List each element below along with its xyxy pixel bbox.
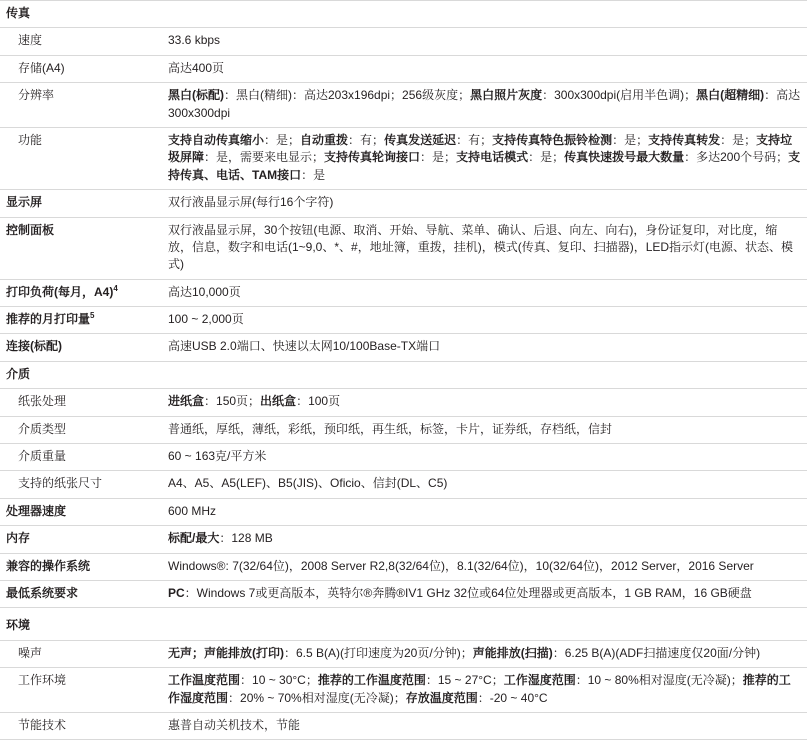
- row-label-media-types: 介质类型: [0, 416, 162, 443]
- text-plain: ：有；: [456, 132, 493, 147]
- row-label-paper-handling: 纸张处理: [0, 389, 162, 416]
- table-row: [0, 307, 807, 334]
- section-blank: [162, 613, 807, 640]
- text-plain: ：是: [301, 167, 326, 182]
- row-value-paper-handling: [162, 389, 807, 416]
- label-text: 打印负荷(每月，A4): [6, 284, 114, 299]
- text-plain: ：15 ~ 27°C；: [425, 673, 504, 688]
- row-label-fax-speed: 速度: [0, 28, 162, 55]
- section-label: 环境: [0, 613, 162, 640]
- footnote-marker: 4: [113, 283, 118, 293]
- text-bold: 声能排放(扫描): [472, 645, 553, 660]
- row-label-control-panel: 控制面板: [0, 217, 162, 279]
- text-plain: ：是；: [420, 150, 457, 165]
- table-row: [0, 471, 807, 498]
- text-bold: PC: [168, 585, 185, 600]
- section-label: 传真: [0, 1, 162, 28]
- text-bold: 支持电话模式: [456, 150, 529, 165]
- table-row: [0, 712, 807, 739]
- text-bold: 黑白(标配): [168, 88, 224, 103]
- section-header-environment: [0, 613, 807, 640]
- row-value-media-weight: 60 ~ 163克/平方米: [162, 444, 807, 471]
- text-bold: 支持传真转发: [648, 132, 721, 147]
- row-value-min-system-requirements: [162, 580, 807, 607]
- text-bold: 存放温度范围: [405, 690, 478, 705]
- row-value-fax-features: [162, 127, 807, 189]
- text-bold: 支持传真轮询接口: [324, 150, 421, 165]
- text-bold: 推荐的工作温度范围: [317, 673, 426, 688]
- text-plain: ：有；: [348, 132, 385, 147]
- text-bold: 推荐的工作湿度范围: [168, 673, 791, 705]
- table-row: [0, 279, 807, 306]
- table-row: [0, 668, 807, 713]
- row-label-min-system-requirements: 最低系统要求: [0, 580, 162, 607]
- row-label-fax-features: 功能: [0, 127, 162, 189]
- text-plain: ：是；: [720, 132, 757, 147]
- text-plain: ：是；: [264, 132, 301, 147]
- table-row: [0, 190, 807, 217]
- table-row: [0, 83, 807, 128]
- table-row: [0, 334, 807, 361]
- row-value-control-panel: 双行液晶显示屏，30个按钮(电源、取消、开始、导航、菜单、确认、后退、向左、向右)，身份证复印，对比度，缩放，信息，数字和电话(1~9,0、*、#，地址簿，重拨，挂机)，模式(传真、复印、扫描器)，LED指示灯(电源、状态、模式): [162, 217, 807, 279]
- row-label-media-sizes: 支持的纸张尺寸: [0, 471, 162, 498]
- label-text: 推荐的月打印量: [6, 312, 91, 327]
- text-bold: 支持传真特色振铃检测: [492, 132, 613, 147]
- table-row: [0, 553, 807, 580]
- row-value-noise: [162, 640, 807, 667]
- row-value-operating-environment: [162, 668, 807, 713]
- row-label-recommended-volume: [0, 307, 162, 334]
- table-row: [0, 526, 807, 553]
- section-label: 介质: [0, 361, 162, 388]
- table-row: [0, 416, 807, 443]
- text-bold: 支持传真、电话、TAM接口: [168, 150, 801, 182]
- table-row: [0, 55, 807, 82]
- text-bold: 支持自动传真缩小: [168, 132, 265, 147]
- row-label-processor-speed: 处理器速度: [0, 498, 162, 525]
- row-label-noise: 噪声: [0, 640, 162, 667]
- row-label-duty-cycle: [0, 279, 162, 306]
- row-value-display: 双行液晶显示屏(每行16个字符): [162, 190, 807, 217]
- text-plain: ：高达300x300dpi: [168, 88, 801, 120]
- text-plain: ：20% ~ 70%相对湿度(无冷凝)；: [228, 690, 406, 705]
- row-value-recommended-volume: 100 ~ 2,000页: [162, 307, 807, 334]
- text-plain: ：10 ~ 80%相对湿度(无冷凝)；: [575, 673, 743, 688]
- text-bold: 标配/最大: [168, 531, 220, 546]
- text-bold: 黑白照片灰度: [470, 88, 543, 103]
- text-plain: ：Windows 7或更高版本，英特尔®奔腾®IV1 GHz 32位或64位处理器或更高版本，1 GB RAM，16 GB硬盘: [184, 585, 752, 600]
- text-bold: 出纸盒: [260, 394, 297, 409]
- row-value-duty-cycle: 高达10,000页: [162, 279, 807, 306]
- table-row: [0, 640, 807, 667]
- text-bold: 支持垃圾屏障: [168, 132, 793, 165]
- text-plain: ：是，需要来电显示；: [204, 150, 325, 165]
- table-row: [0, 444, 807, 471]
- table-row: [0, 217, 807, 279]
- section-blank: [162, 361, 807, 388]
- section-header-fax: [0, 1, 807, 28]
- section-header-media: [0, 361, 807, 388]
- text-bold: 传真快速拨号最大数量: [564, 150, 685, 165]
- row-value-fax-speed: 33.6 kbps: [162, 28, 807, 55]
- table-row: [0, 28, 807, 55]
- text-plain: ：10 ~ 30°C；: [240, 673, 318, 688]
- row-label-energy-technology: 节能技术: [0, 712, 162, 739]
- row-value-media-sizes: A4、A5、A5(LEF)、B5(JIS)、Oficio、信封(DL、C5): [162, 471, 807, 498]
- text-bold: 无声；声能排放(打印): [168, 645, 284, 660]
- text-plain: ：是；: [528, 150, 565, 165]
- text-plain: ：300x300dpi(启用半色调)；: [542, 88, 697, 103]
- row-value-connectivity: 高速USB 2.0端口、快速以太网10/100Base-TX端口: [162, 334, 807, 361]
- text-plain: ：6.25 B(A)(ADF扫描速度仅20面/分钟): [552, 645, 761, 660]
- text-plain: ：黑白(精细)：高达203x196dpi；256级灰度；: [224, 88, 471, 103]
- row-value-compatible-os: Windows®: 7(32/64位)，2008 Server R2,8(32/64位)，8.1(32/64位)，10(32/64位)，2012 Server，2016 Server: [162, 553, 807, 580]
- row-label-memory: 内存: [0, 526, 162, 553]
- row-label-connectivity: 连接(标配): [0, 334, 162, 361]
- text-plain: ：-20 ~ 40°C: [477, 690, 548, 705]
- row-value-processor-speed: 600 MHz: [162, 498, 807, 525]
- text-plain: ：多达200个号码；: [684, 150, 789, 165]
- row-label-fax-storage: 存储(A4): [0, 55, 162, 82]
- table-row: [0, 389, 807, 416]
- row-value-memory: [162, 526, 807, 553]
- row-label-media-weight: 介质重量: [0, 444, 162, 471]
- row-value-media-types: 普通纸，厚纸，薄纸，彩纸，预印纸，再生纸，标签，卡片，证券纸，存档纸，信封: [162, 416, 807, 443]
- row-label-fax-resolution: 分辨率: [0, 83, 162, 128]
- table-row: [0, 498, 807, 525]
- text-bold: 黑白(超精细): [696, 88, 765, 103]
- table-row: [0, 127, 807, 189]
- text-bold: 工作湿度范围: [503, 673, 576, 688]
- text-plain: ：150页；: [204, 394, 261, 409]
- row-value-energy-technology: 惠普自动关机技术，节能: [162, 712, 807, 739]
- text-bold: 工作温度范围: [168, 673, 241, 688]
- text-plain: ：6.5 B(A)(打印速度为20页/分钟)；: [284, 645, 473, 660]
- text-plain: ：100页: [296, 394, 341, 409]
- row-value-fax-resolution: [162, 83, 807, 128]
- text-bold: 进纸盒: [168, 394, 205, 409]
- table-row: [0, 580, 807, 607]
- text-bold: 自动重拨: [300, 132, 349, 147]
- footnote-marker: 5: [90, 311, 95, 321]
- row-label-display: 显示屏: [0, 190, 162, 217]
- row-label-operating-environment: 工作环境: [0, 668, 162, 713]
- row-label-compatible-os: 兼容的操作系统: [0, 553, 162, 580]
- section-blank: [162, 1, 807, 28]
- text-plain: ：是；: [612, 132, 649, 147]
- text-plain: ：128 MB: [219, 531, 273, 546]
- text-bold: 传真发送延迟: [384, 132, 457, 147]
- row-value-fax-storage: 高达400页: [162, 55, 807, 82]
